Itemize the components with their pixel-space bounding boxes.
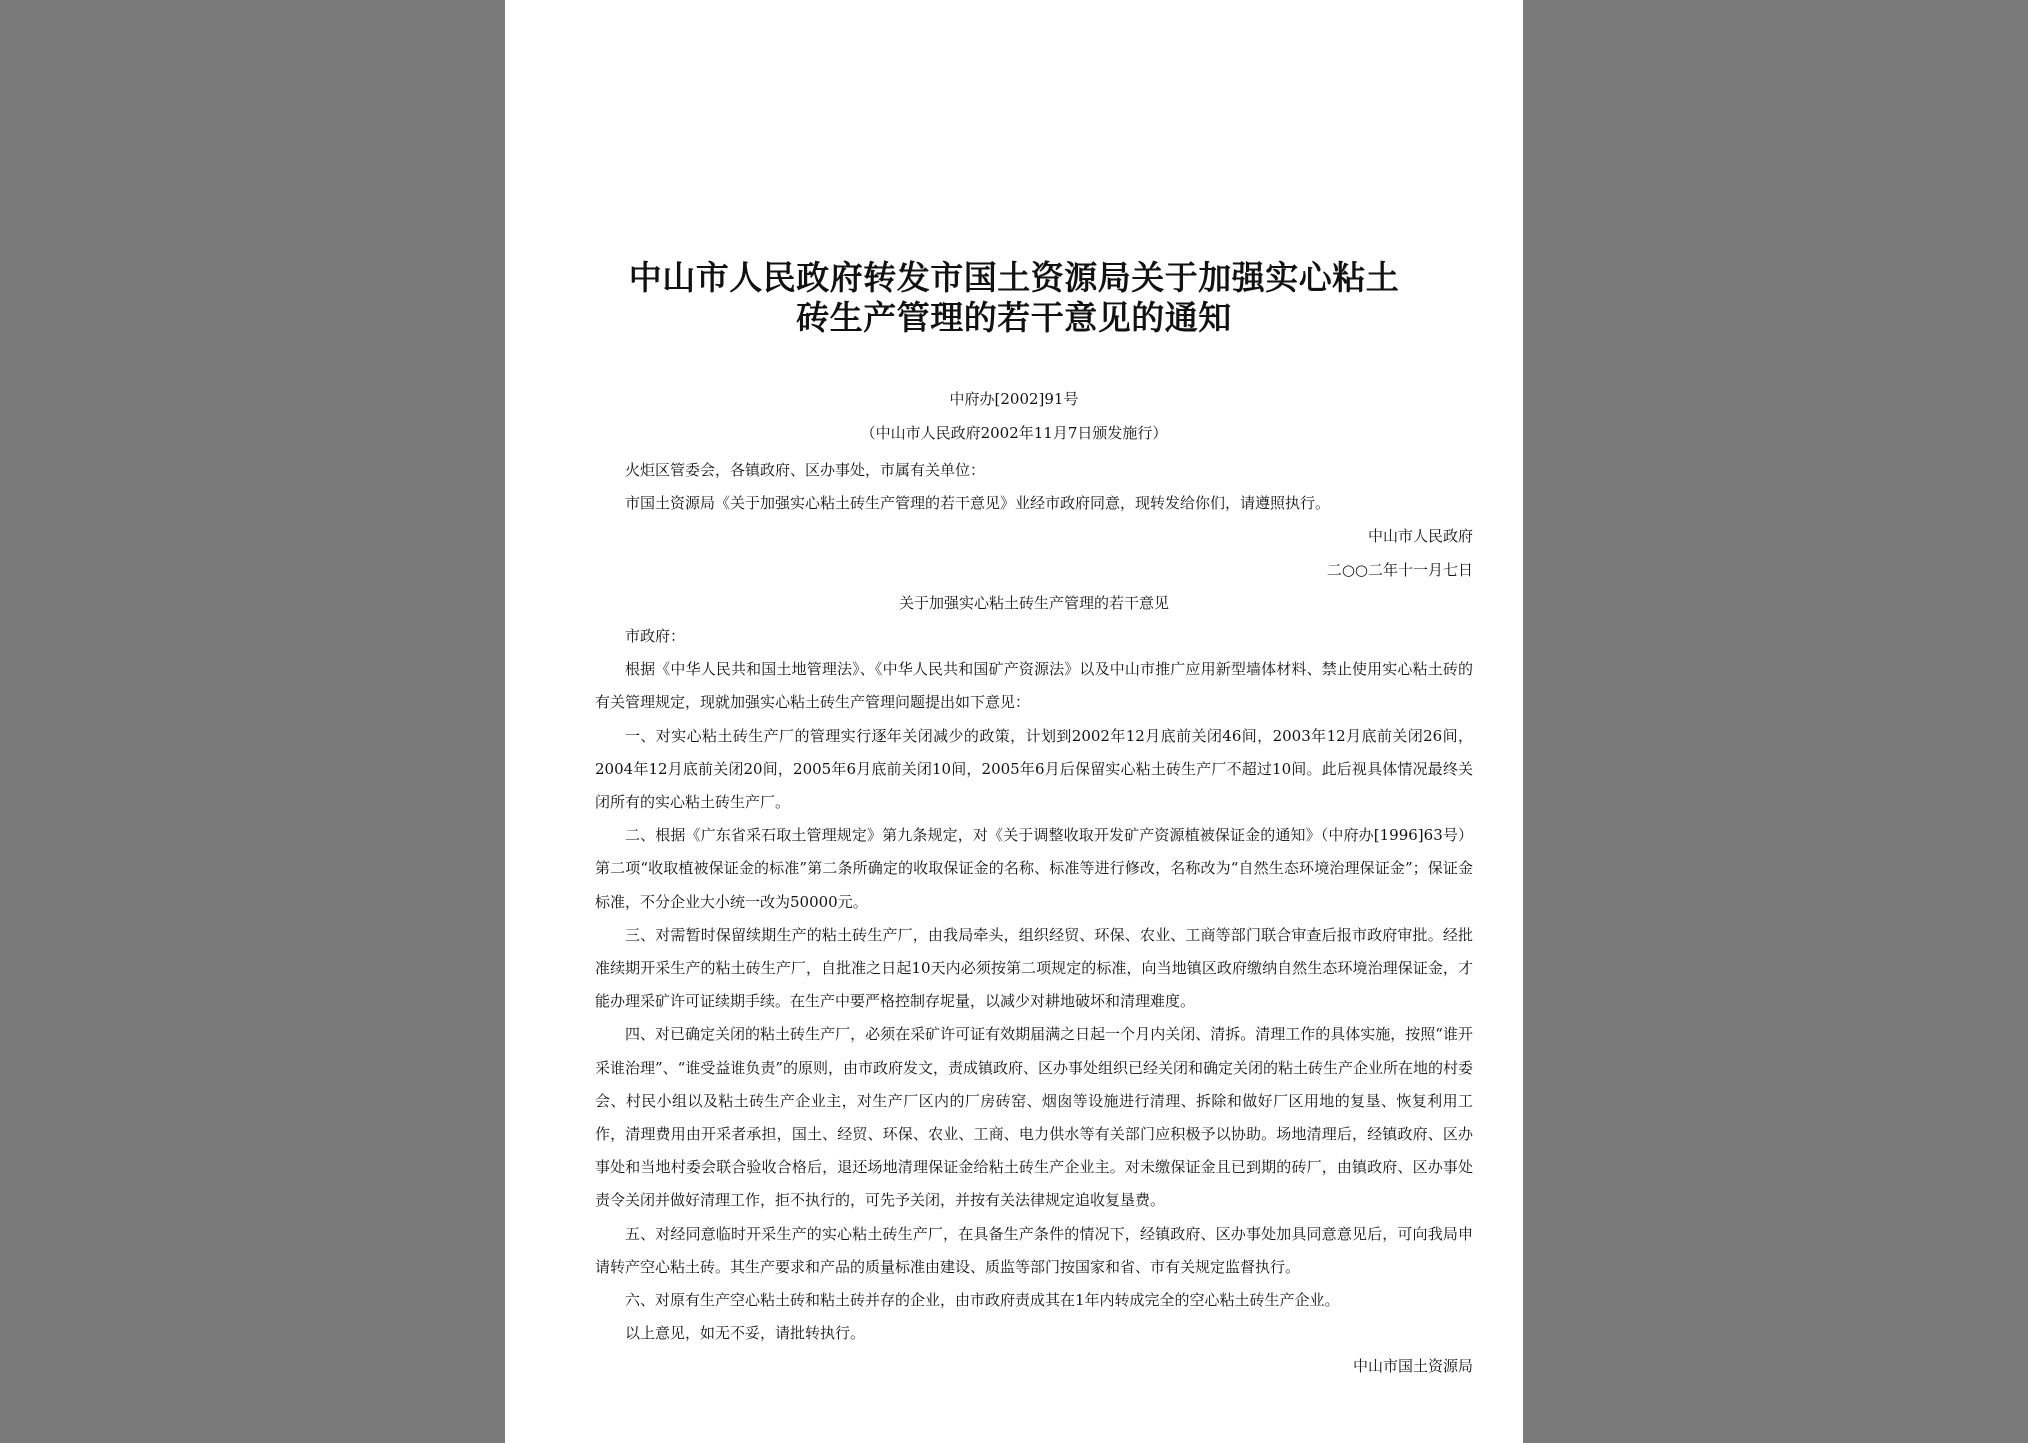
document-number: 中府办[2002]91号 [949,390,1079,408]
closing-line: 以上意见，如无不妥，请批转执行。 [625,1324,866,1343]
bureau-signature: 中山市国土资源局 [1352,1357,1473,1376]
forward-paragraph: 市国土资源局《关于加强实心粘土砖生产管理的若干意见》业经市政府同意，现转发给你们，请遵照执行。 [625,494,1331,513]
item-3-paragraph: 三、对需暂时保留续期生产的粘土砖生产厂，由我局牵头，组织经贸、环保、农业、工商等部门联合审查后报市政府审批。经批准续期开采生产的粘土砖生产厂，自批准之日起10天内必须按第二项规定的标准，向当地镇区政府缴纳自然生态环境治理保证金，才能办理采矿许可证续期手续。在生产中要严格控制存坭量，以减少对耕地破坏和清理难度。 [595,925,1473,1011]
item-5-paragraph: 五、对经同意临时开采生产的实心粘土砖生产厂，在具备生产条件的情况下，经镇政府、区办事处加具同意意见后，可向我局申请转产空心粘土砖。其生产要求和产品的质量标准由建设、质监等部门按国家和省、市有关规定监督执行。 [595,1224,1473,1276]
item-6-paragraph: 六、对原有生产空心粘土砖和粘土砖并存的企业，由市政府责成其在1年内转成完全的空心粘土砖生产企业。 [625,1291,1340,1310]
item-2-paragraph: 二、根据《广东省采石取土管理规定》第九条规定，对《关于调整收取开发矿产资源植被保证金的通知》（中府办[1996]63号）第二项“收取植被保证金的标准”第二条所确定的收取保证金的名称、标准等进行修改，名称改为“自然生态环境治理保证金”；保证金标准，不分企业大小统一改为50000元。 [595,826,1473,911]
title-line-2: 砖生产管理的若干意见的通知 [796,298,1232,337]
issue-note: （中山市人民政府2002年11月7日颁发施行） [860,424,1168,442]
issuer-signature: 中山市人民政府 [1367,527,1473,546]
document-title [565,258,1463,338]
intro-paragraph: 根据《中华人民共和国土地管理法》、《中华人民共和国矿产资源法》以及中山市推广应用新型墙体材料、禁止使用实心粘土砖的有关管理规定，现就加强实心粘土砖生产管理问题提出如下意见： [595,660,1473,712]
item-1-paragraph: 一、对实心粘土砖生产厂的管理实行逐年关闭减少的政策，计划到2002年12月底前关闭46间，2003年12月底前关闭26间，2004年12月底前关闭20间，2005年6月底前关闭10间，2005年6月后保留实心粘土砖生产厂不超过10间。此后视具体情况最终关闭所有的实心粘土砖生产厂。 [595,726,1473,812]
salutation: 市政府： [625,627,686,646]
attachment-title: 关于加强实心粘土砖生产管理的若干意见 [898,593,1169,612]
document-page [505,0,1523,1443]
item-4-paragraph: 四、对已确定关闭的粘土砖生产厂，必须在采矿许可证有效期届满之日起一个月内关闭、清拆。清理工作的具体实施，按照“谁开采谁治理”、“谁受益谁负责”的原则，由市政府发文，责成镇政府、区办事处组织已经关闭和确定关闭的粘土砖生产企业所在地的村委会、村民小组以及粘土砖生产企业主，对生产厂区内的厂房砖窑、烟囱等设施进行清理、拆除和做好厂区用地的复垦、恢复利用工作，清理费用由开采者承担，国土、经贸、环保、农业、工商、电力供水等有关部门应积极予以协助。场地清理后，经镇政府、区办事处和当地村委会联合验收合格后，退还场地清理保证金给粘土砖生产企业主。对未缴保证金且已到期的砖厂，由镇政府、区办事处责令关闭并做好清理工作，拒不执行的，可先予关闭，并按有关法律规定追收复垦费。 [595,1025,1474,1210]
title-line-1: 中山市人民政府转发市国土资源局关于加强实心粘土 [628,258,1400,297]
issue-date: 二○○二年十一月七日 [1326,560,1473,579]
document-body [595,454,1473,1384]
recipients-line: 火炬区管委会，各镇政府、区办事处，市属有关单位： [625,461,986,479]
